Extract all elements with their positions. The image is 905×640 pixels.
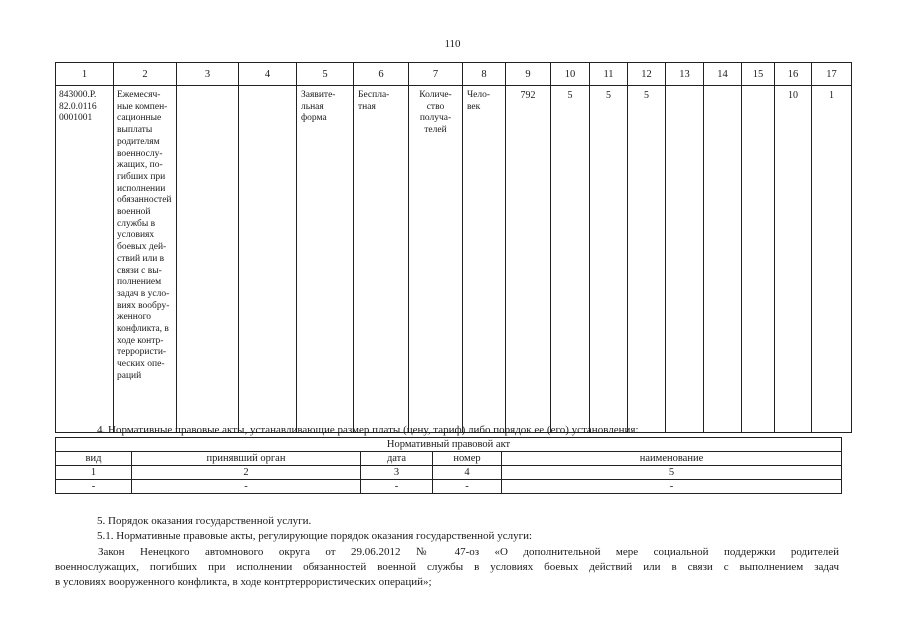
- column-number-13: 13: [666, 63, 704, 86]
- cell-text-line: связи с вы-: [117, 265, 162, 276]
- cell-text-line: выплаты: [117, 125, 153, 136]
- cell-text-line: 82.0.0116: [59, 101, 97, 112]
- column-number-17: 17: [812, 63, 852, 86]
- law-text-line: военнослужащих, погибших при исполнении обязанностей военной службы в условиях боевых действий или в связи с выполнением задач: [55, 561, 839, 573]
- cell-text-line: жащих, по-: [117, 160, 163, 171]
- cell-text-line: конфликта, в: [117, 324, 169, 335]
- cell-text-line: военной: [117, 207, 151, 218]
- empty-cell: [666, 86, 704, 433]
- law-text-line: в условиях вооруженного конфликта, в ходе контртеррористических операций»;: [55, 576, 432, 588]
- indicator-name-cell: [409, 86, 463, 433]
- column-header-row: [56, 452, 842, 466]
- form-cell: [297, 86, 354, 433]
- value-cell: -: [361, 480, 433, 494]
- cell-text-line: ство: [426, 101, 445, 112]
- column-number-2: 2: [114, 63, 177, 86]
- cell-text-line: ческих опе-: [117, 359, 165, 370]
- section-5-1-title: 5.1. Нормативные правовые акты, регулирующие порядок оказания государственной услуги:: [97, 530, 533, 542]
- value-cell: 5: [628, 86, 666, 433]
- service-name-cell: [114, 86, 177, 433]
- cell-text-line: тная: [358, 101, 376, 112]
- column-number-8: 8: [463, 63, 506, 86]
- service-indicators-table: [55, 62, 852, 433]
- cell-text-line: телей: [424, 125, 447, 136]
- cell-text-line: 843000.Р.: [59, 90, 97, 100]
- cell-text-line: Ежемесяч-: [117, 90, 161, 100]
- column-number-10: 10: [551, 63, 590, 86]
- value-cell: -: [433, 480, 502, 494]
- column-number-7: 7: [409, 63, 463, 86]
- cell-text-line: получа-: [419, 113, 452, 124]
- col-number: 5: [502, 466, 842, 480]
- cell-text-line: женного: [117, 312, 151, 323]
- cell-text-line: службы в: [117, 218, 156, 229]
- cell-text-line: виях вообру-: [117, 300, 170, 311]
- value-cell: 10: [775, 86, 812, 433]
- section-4-title: 4. Нормативные правовые акты, устанавливающие размер платы (цену, тариф) либо порядок ее (его) установления:: [97, 424, 639, 436]
- value-cell: 792: [506, 86, 551, 433]
- col-header-name: наименование: [502, 452, 842, 466]
- column-number-row: [56, 63, 852, 86]
- empty-cell: [704, 86, 742, 433]
- group-header: Нормативный правовой акт: [56, 438, 842, 452]
- cell-text-line: сационные: [117, 113, 162, 124]
- col-header-type: вид: [56, 452, 132, 466]
- cell-text-line: раций: [117, 370, 142, 381]
- cell-text-line: век: [467, 101, 481, 112]
- value-cell: 1: [812, 86, 852, 433]
- cell-text-line: полнением: [117, 277, 162, 288]
- column-number-1: 1: [56, 63, 114, 86]
- cell-text-line: террористи-: [117, 347, 167, 358]
- section-5-title: 5. Порядок оказания государственной услуги.: [97, 515, 312, 527]
- value-cell: -: [56, 480, 132, 494]
- cell-text-line: форма: [301, 113, 327, 124]
- cell-text-line: 0001001: [59, 113, 93, 124]
- column-number-9: 9: [506, 63, 551, 86]
- cell-text-line: Заявите-: [301, 90, 336, 100]
- column-number-5: 5: [297, 63, 354, 86]
- value-cell: -: [132, 480, 361, 494]
- column-number-3: 3: [177, 63, 239, 86]
- cell-text-line: гибших при: [117, 171, 166, 182]
- cell-text-line: исполнении: [117, 183, 166, 194]
- empty-cell: [742, 86, 775, 433]
- column-number-14: 14: [704, 63, 742, 86]
- cell-text-line: Чело-: [467, 90, 491, 100]
- cell-text-line: ствий или в: [117, 253, 165, 264]
- cell-text-line: боевых дей-: [117, 242, 167, 253]
- cell-text-line: военнослу-: [117, 148, 163, 159]
- column-number-4: 4: [239, 63, 297, 86]
- cell-text-line: задач в усло-: [117, 288, 170, 299]
- law-text-line: Закон Ненецкого автомнового округа от 29.06.2012 № 47-оз «О дополнительной мере социальной поддержки родителей: [98, 546, 839, 558]
- payment-type-cell: [354, 86, 409, 433]
- col-number: 2: [132, 466, 361, 480]
- cell-text-line: Беспла-: [358, 90, 390, 100]
- cell-text-line: Количе-: [419, 90, 452, 100]
- col-number: 4: [433, 466, 502, 480]
- column-number-row: [56, 466, 842, 480]
- cell-text-line: родителям: [117, 136, 160, 147]
- legal-acts-table: [55, 437, 842, 494]
- table-row: [56, 86, 852, 433]
- col-header-number: номер: [433, 452, 502, 466]
- cell-text-line: ные компен-: [117, 101, 168, 112]
- column-number-11: 11: [590, 63, 628, 86]
- column-number-12: 12: [628, 63, 666, 86]
- value-cell: 5: [551, 86, 590, 433]
- empty-cell: [239, 86, 297, 433]
- column-number-15: 15: [742, 63, 775, 86]
- col-number: 3: [361, 466, 433, 480]
- cell-text-line: условиях: [117, 230, 155, 241]
- cell-text-line: льная: [301, 101, 324, 112]
- empty-cell: [177, 86, 239, 433]
- column-number-6: 6: [354, 63, 409, 86]
- registry-number-cell: [56, 86, 114, 433]
- group-header-row: [56, 438, 842, 452]
- col-header-authority: принявший орган: [132, 452, 361, 466]
- cell-text-line: обязанностей: [117, 195, 172, 206]
- value-cell: -: [502, 480, 842, 494]
- value-cell: 5: [590, 86, 628, 433]
- unit-cell: [463, 86, 506, 433]
- page-number: 110: [444, 38, 461, 50]
- col-header-date: дата: [361, 452, 433, 466]
- column-number-16: 16: [775, 63, 812, 86]
- col-number: 1: [56, 466, 132, 480]
- table-row: [56, 480, 842, 494]
- cell-text-line: ходе контр-: [117, 335, 164, 346]
